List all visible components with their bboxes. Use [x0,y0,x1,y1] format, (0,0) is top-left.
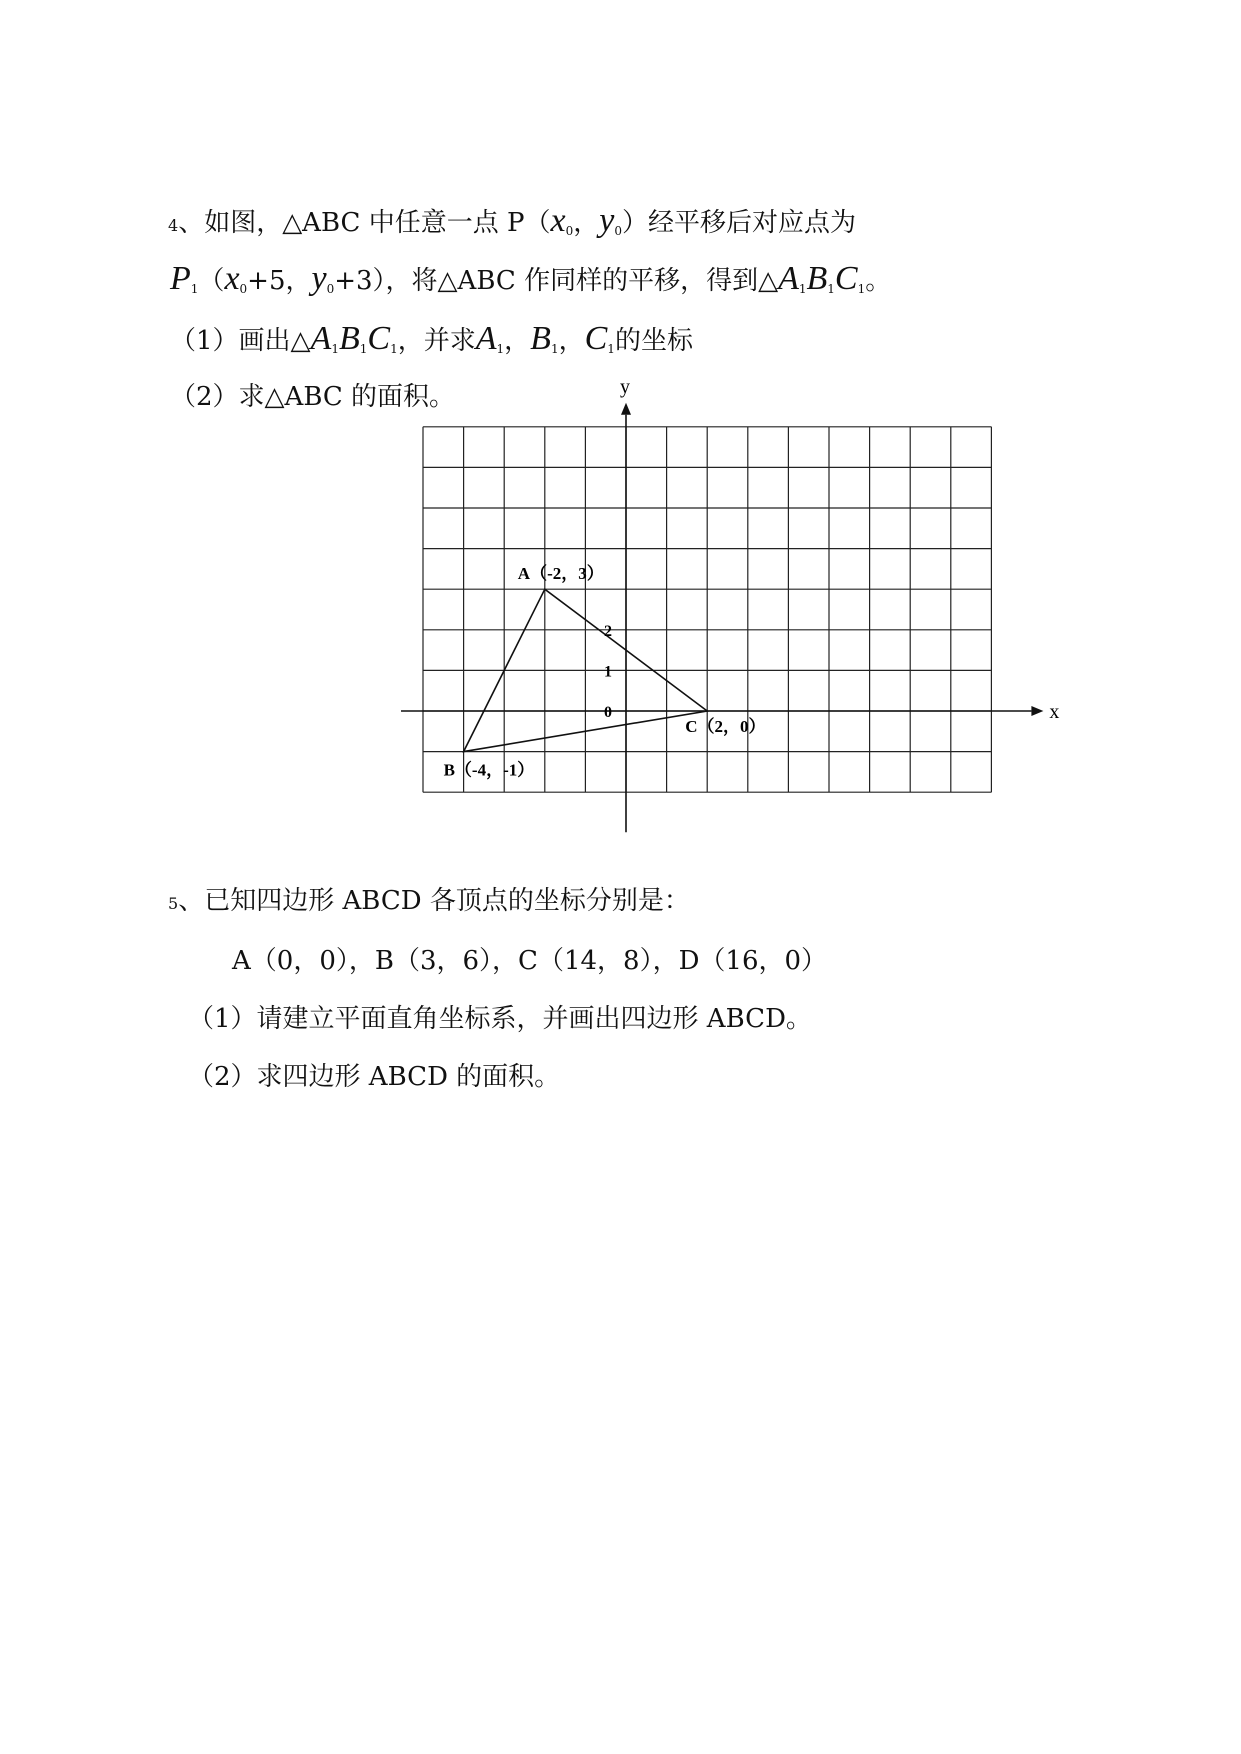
sub-1: 1 [359,342,368,356]
plus5: +5， [247,266,312,296]
y-tick-label: 1 [604,663,612,681]
var-C1: C [834,260,858,297]
sub-1: 1 [857,282,866,296]
var-x0: x [224,260,240,297]
point-label-c: C（2，0） [685,717,766,736]
problem5-question2 [188,1064,560,1090]
var-P1: P [170,260,191,297]
point-label-a: A（-2，3） [517,564,604,584]
sub-1: 1 [190,282,199,296]
sub-1: 1 [607,342,615,356]
period: 。 [865,266,892,296]
problem4-question2 [170,384,455,410]
problem5-line1 [168,888,690,914]
sub-1: 1 [390,342,398,356]
problem4-line1 [168,204,856,238]
point-label-b: B（-4，-1） [443,760,535,780]
var-C1: C [584,320,608,357]
var-x0: x [550,202,566,239]
sub-1: 1 [827,282,835,296]
q2-text: （2）求△ABC 的面积。 [170,382,456,412]
comma: ， [558,326,585,356]
sub-1: 1 [496,342,505,356]
sub-0: 0 [239,282,248,296]
paren-open: （ [198,266,225,296]
var-C1: C [367,320,391,357]
problem4-number: 4 [168,216,179,235]
var-y0: y [311,260,327,297]
var-A1: A [310,320,332,357]
sub-0: 0 [326,282,335,296]
p5-q2-text: （2）求四边形 ABCD 的面积。 [188,1062,561,1092]
sub-0: 0 [614,224,622,238]
x-axis-arrow [1031,706,1043,716]
q1-text-b: ，并求 [397,326,476,356]
coordinate-graph [440,375,1160,860]
sub-1: 1 [550,342,559,356]
sub-1: 1 [798,282,807,296]
comma: ， [504,326,531,356]
var-B1: B [530,320,551,357]
q1-text-a: （1）画出△ [170,326,311,356]
y-axis-arrow [621,403,631,415]
comma: ， [573,208,600,238]
var-A1: A [475,320,497,357]
x-axis-label: x [1049,701,1060,723]
y-tick-label: 0 [604,704,612,721]
q1-text-c: 的坐标 [614,326,693,356]
coords-text: A（0，0），B（3，6），C（14，8），D（16，0） [232,946,828,976]
problem5-text: 、已知四边形 ABCD 各顶点的坐标分别是： [178,886,690,916]
sub-0: 0 [565,224,574,238]
problem5-number: 5 [168,894,179,913]
p5-q1-text: （1）请建立平面直角坐标系，并画出四边形 ABCD。 [188,1004,812,1034]
var-y0: y [599,202,615,239]
sub-1: 1 [331,342,339,356]
var-A1: A [778,260,799,297]
problem5-question1 [188,1006,812,1032]
problem4-text-b: ）经平移后对应点为 [621,208,856,238]
y-axis-label: y [620,375,630,398]
problem4-line2 [170,262,891,296]
plus3-text: +3），将△ABC 作同样的平移，得到△ [334,266,779,296]
problem4-text-a: 、如图，△ABC 中任意一点 P（ [178,208,551,238]
y-tick-label: 2 [604,622,612,640]
point-labels [444,563,766,780]
var-B1: B [338,320,360,357]
problem5-coords [232,948,827,974]
problem4-question1 [170,322,693,356]
grid-lines [423,427,991,792]
var-B1: B [806,260,828,297]
